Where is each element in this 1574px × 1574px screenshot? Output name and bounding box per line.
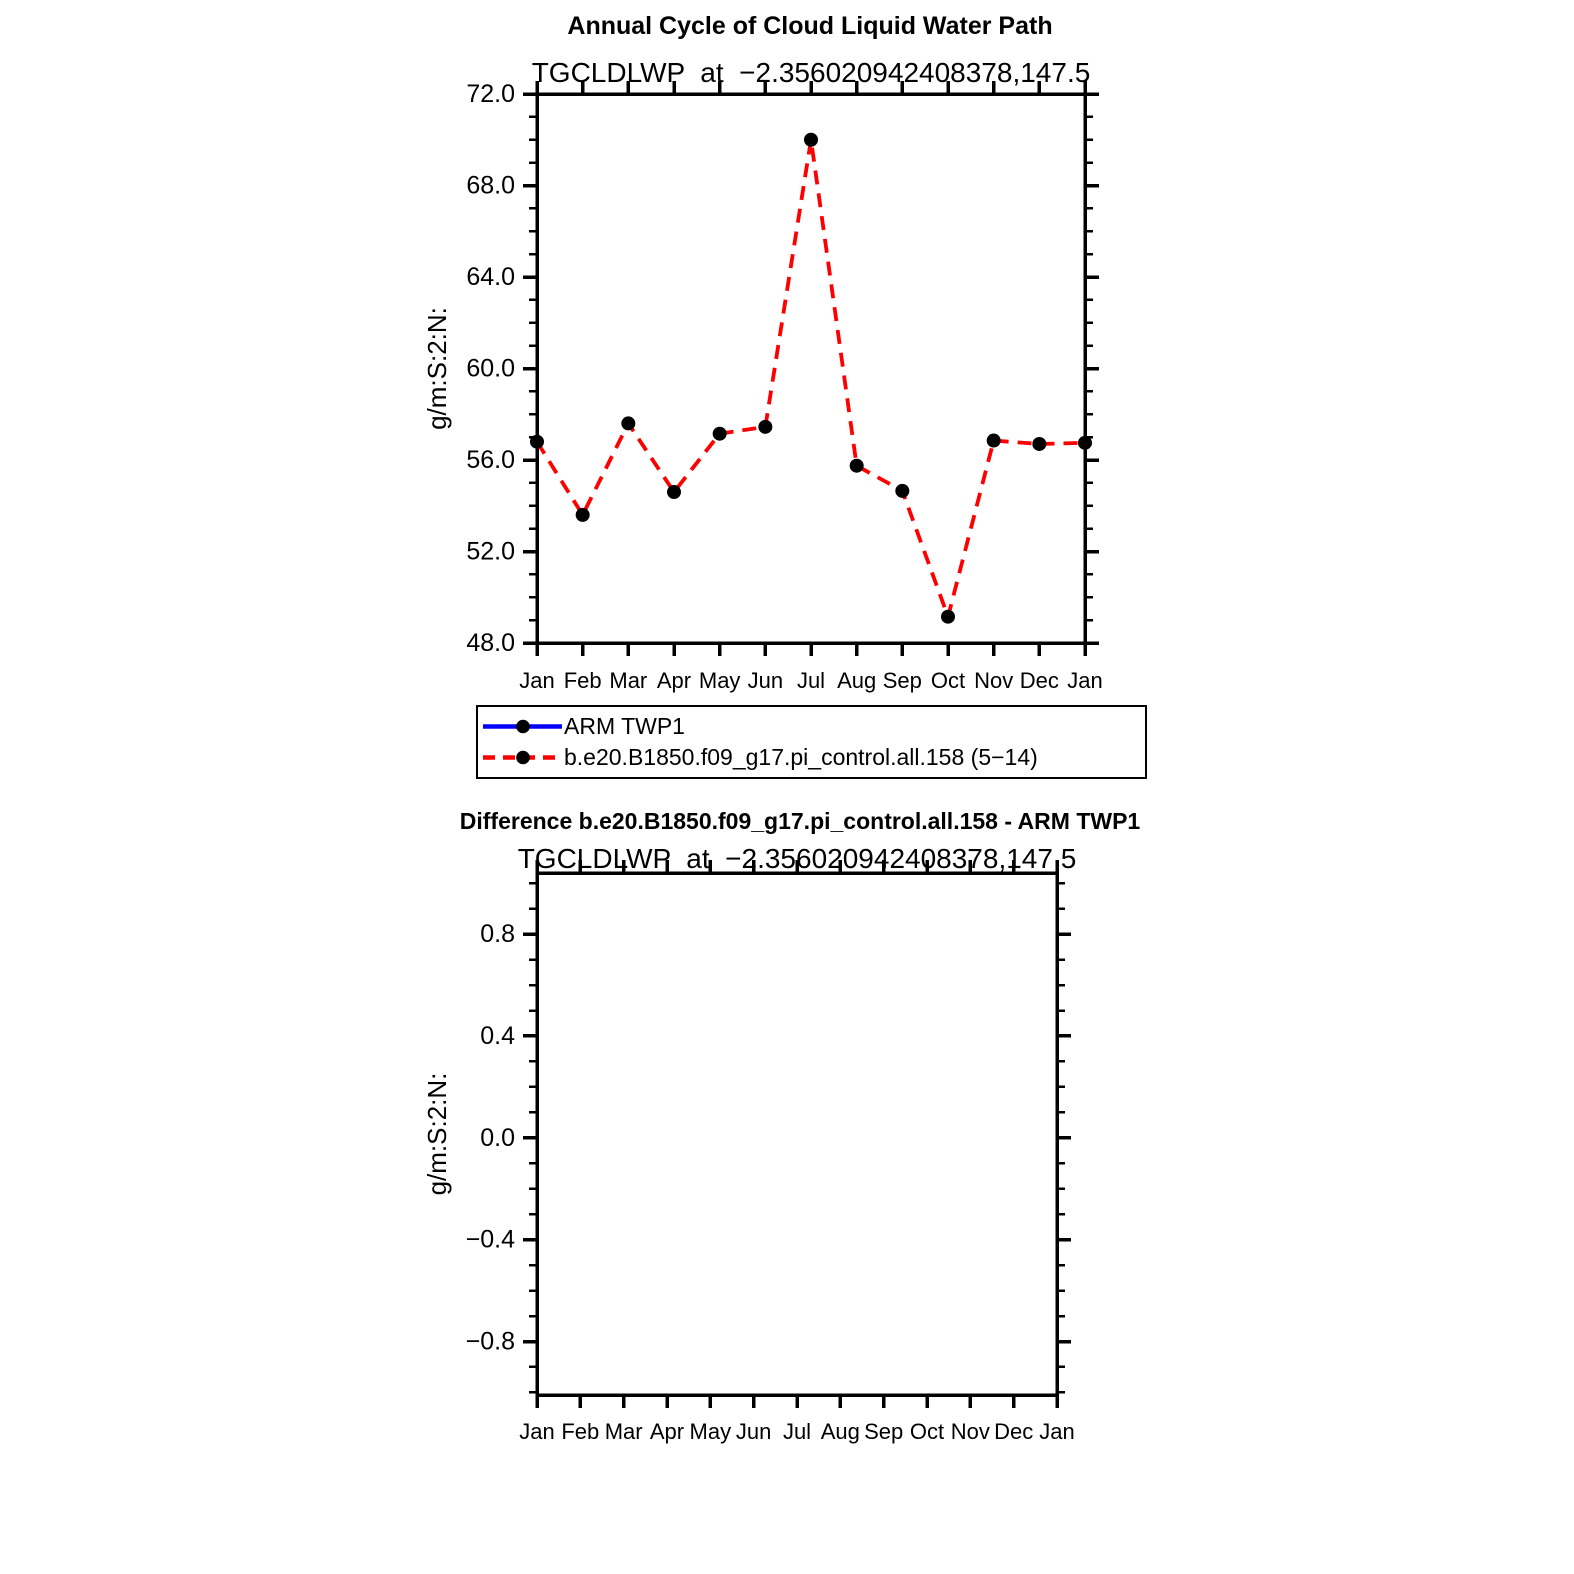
- legend-marker-dot-icon: [516, 720, 530, 734]
- data-point-feb-1: [576, 508, 590, 522]
- y-axis-title: g/m:S:2:N:: [422, 1072, 452, 1196]
- month-label-jan-12: Jan: [1067, 668, 1103, 693]
- y-tick-label: 0.8: [480, 920, 515, 949]
- legend-dashed-line-icon: [480, 742, 564, 773]
- month-label-apr-3: Apr: [649, 1419, 685, 1444]
- legend-item-model: [480, 742, 1145, 773]
- month-label-dec-11: Dec: [994, 1419, 1034, 1444]
- bottom-panel-subtitle: TGCLDLWP at −2.356020942408378,147.5: [517, 843, 1077, 874]
- data-point-nov-10: [987, 434, 1001, 448]
- y-tick-label: 56.0: [466, 446, 515, 474]
- month-label-feb-1: Feb: [563, 668, 602, 693]
- month-label-sep-8: Sep: [864, 1419, 904, 1444]
- annual-cycle-panel: [422, 80, 1103, 693]
- data-point-jan-0: [530, 435, 544, 449]
- month-label-apr-3: Apr: [656, 668, 692, 693]
- month-label-aug-7: Aug: [837, 668, 877, 693]
- difference-title: Difference b.e20.B1850.f09_g17.pi_control.all.158 - ARM TWP1: [459, 808, 1141, 834]
- y-tick-label: 0.4: [480, 1021, 515, 1050]
- data-point-jun-5: [758, 420, 772, 434]
- month-label-mar-2: Mar: [604, 1419, 643, 1444]
- data-point-aug-7: [850, 459, 864, 473]
- y-tick-label: −0.4: [465, 1225, 515, 1254]
- month-label-jul-6: Jul: [796, 668, 826, 693]
- month-label-mar-2: Mar: [609, 668, 648, 693]
- data-point-dec-11: [1032, 437, 1046, 451]
- data-point-oct-9: [941, 610, 955, 624]
- y-tick-label: 52.0: [466, 537, 515, 566]
- data-point-may-4: [713, 427, 727, 441]
- y-tick-label: 68.0: [466, 171, 515, 200]
- main-title: Annual Cycle of Cloud Liquid Water Path: [567, 12, 1053, 40]
- month-label-nov-10: Nov: [950, 1419, 990, 1444]
- month-label-may-4: May: [698, 668, 741, 693]
- month-label-jun-5: Jun: [747, 668, 784, 693]
- y-axis-title: g/m:S:2:N:: [422, 307, 452, 430]
- y-tick-label: 48.0: [466, 629, 515, 657]
- difference-panel: [422, 860, 1075, 1444]
- legend-label-model: b.e20.B1850.f09_g17.pi_control.all.158 (5−14): [564, 744, 1038, 770]
- month-label-feb-1: Feb: [561, 1419, 600, 1444]
- month-label-sep-8: Sep: [882, 668, 922, 693]
- y-tick-label: 64.0: [466, 263, 515, 291]
- month-label-jan-0: Jan: [519, 1419, 555, 1444]
- month-label-nov-10: Nov: [974, 668, 1014, 693]
- data-point-apr-3: [667, 485, 681, 499]
- legend-box: [476, 705, 1147, 779]
- month-label-jan-0: Jan: [519, 668, 555, 693]
- legend-marker-dot-icon: [516, 751, 530, 765]
- series-line-b-e20-b1850-f09-g17-pi-control-all-158-5: [537, 140, 1085, 617]
- month-label-may-4: May: [689, 1419, 732, 1444]
- month-label-oct-9: Oct: [909, 1419, 945, 1444]
- y-tick-label: 60.0: [466, 354, 515, 383]
- y-tick-label: 0.0: [480, 1123, 515, 1152]
- legend-label-obs: ARM TWP1: [564, 713, 685, 739]
- annual-cycle-plot-frame: [537, 94, 1085, 643]
- month-label-jun-5: Jun: [735, 1419, 772, 1444]
- month-label-jul-6: Jul: [782, 1419, 812, 1444]
- month-label-jan-12: Jan: [1039, 1419, 1075, 1444]
- data-point-sep-8: [895, 484, 909, 498]
- difference-plot-frame: [537, 873, 1057, 1395]
- month-label-aug-7: Aug: [820, 1419, 860, 1444]
- y-tick-label: −0.8: [465, 1327, 515, 1356]
- y-tick-label: 72.0: [466, 80, 515, 108]
- legend-solid-line-icon: [480, 711, 564, 742]
- month-label-oct-9: Oct: [930, 668, 966, 693]
- data-point-jul-6: [804, 133, 818, 147]
- month-label-dec-11: Dec: [1019, 668, 1059, 693]
- data-point-jan-12: [1078, 436, 1092, 450]
- data-point-mar-2: [621, 416, 635, 430]
- top-panel-subtitle: TGCLDLWP at −2.356020942408378,147.5: [531, 57, 1091, 88]
- legend-item-obs: [480, 711, 1145, 742]
